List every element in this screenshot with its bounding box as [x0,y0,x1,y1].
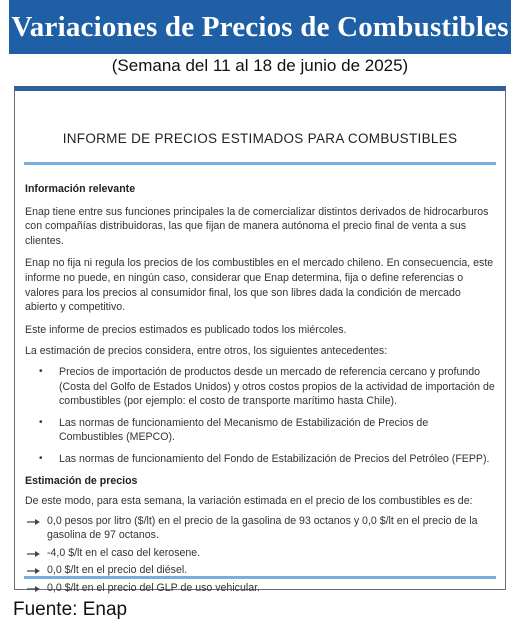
list-item [25,581,495,596]
list-item [25,546,495,561]
date-range-subtitle: (Semana del 11 al 18 de junio de 2025) [111,56,409,75]
paragraph-1: Enap tiene entre sus funciones principales la de comercializar distintos derivados de hidrocarburos con compañías distribuidoras, las que fijan de manera autónoma el precio final de venta a sus clientes. [25,205,489,247]
list-item-text: Las normas de funcionamiento del Fondo de Estabilización de Precios del Petróleo (FEPP). [59,452,490,465]
source-caption: Fuente: Enap [13,599,128,620]
arrow-right-icon [27,551,40,557]
arrow-right-icon [27,519,40,525]
paragraph-3: Este informe de precios estimados es publicado todos los miércoles. [25,323,347,336]
arrow-right-icon [27,586,40,592]
estimate-intro: De este modo, para esta semana, la variación estimada en el precio de los combustibles es de: [25,495,473,508]
bullet-icon: • [39,365,43,377]
section-heading-estimate: Estimación de precios [25,474,138,487]
list-item-text: -4,0 $/lt en el caso del kerosene. [47,546,201,559]
estimate-list [25,514,495,596]
list-item-text: 0,0 pesos por litro ($/lt) en el precio de la gasolina de 93 octanos y 0,0 $/lt en el precio de la gasolina de 97 octanos. [47,514,478,542]
criteria-list [25,365,495,467]
title-divider [24,162,496,165]
bullet-icon: • [39,416,43,428]
list-item-text: Precios de importación de productos desde un mercado de referencia cercano y profundo (Costa del Golfo de Estados Unidos) y otros costos propios de la actividad de importación de combustibles (por ejemplo: el costo de transporte marítimo hasta Chile). [59,365,495,408]
report-title: INFORME DE PRECIOS ESTIMADOS PARA COMBUSTIBLES [62,131,458,146]
list-item [25,365,495,409]
list-item-text: 0,0 $/lt en el precio del GLP de uso vehicular. [47,582,260,595]
paragraph-4: La estimación de precios considera, entre otros, los siguientes antecedentes: [25,345,388,358]
list-item [25,514,495,543]
list-item-text: Las normas de funcionamiento del Mecanismo de Estabilización de Precios de Combustibles (MEPCO). [59,416,429,444]
report-card [14,86,506,595]
list-item-text: 0,0 $/lt en el precio del diésel. [47,564,188,577]
page-title: Variaciones de Precios de Combustibles [11,10,509,43]
list-item [25,452,495,467]
bullet-icon: • [39,452,43,464]
section-heading-info: Información relevante [25,183,136,195]
header-banner [9,0,511,54]
report-body [25,182,495,599]
arrow-right-icon [27,568,40,574]
list-item [25,416,495,445]
bottom-divider [24,576,496,579]
paragraph-2: Enap no fija ni regula los precios de los combustibles en el mercado chileno. En consecuencia, este informe no puede, en ningún caso, considerar que Enap determina, fija o define referencias o valores para los precios al consumidor final, los que son libres dada la condición de mercado abierto y competitivo. [25,257,494,314]
